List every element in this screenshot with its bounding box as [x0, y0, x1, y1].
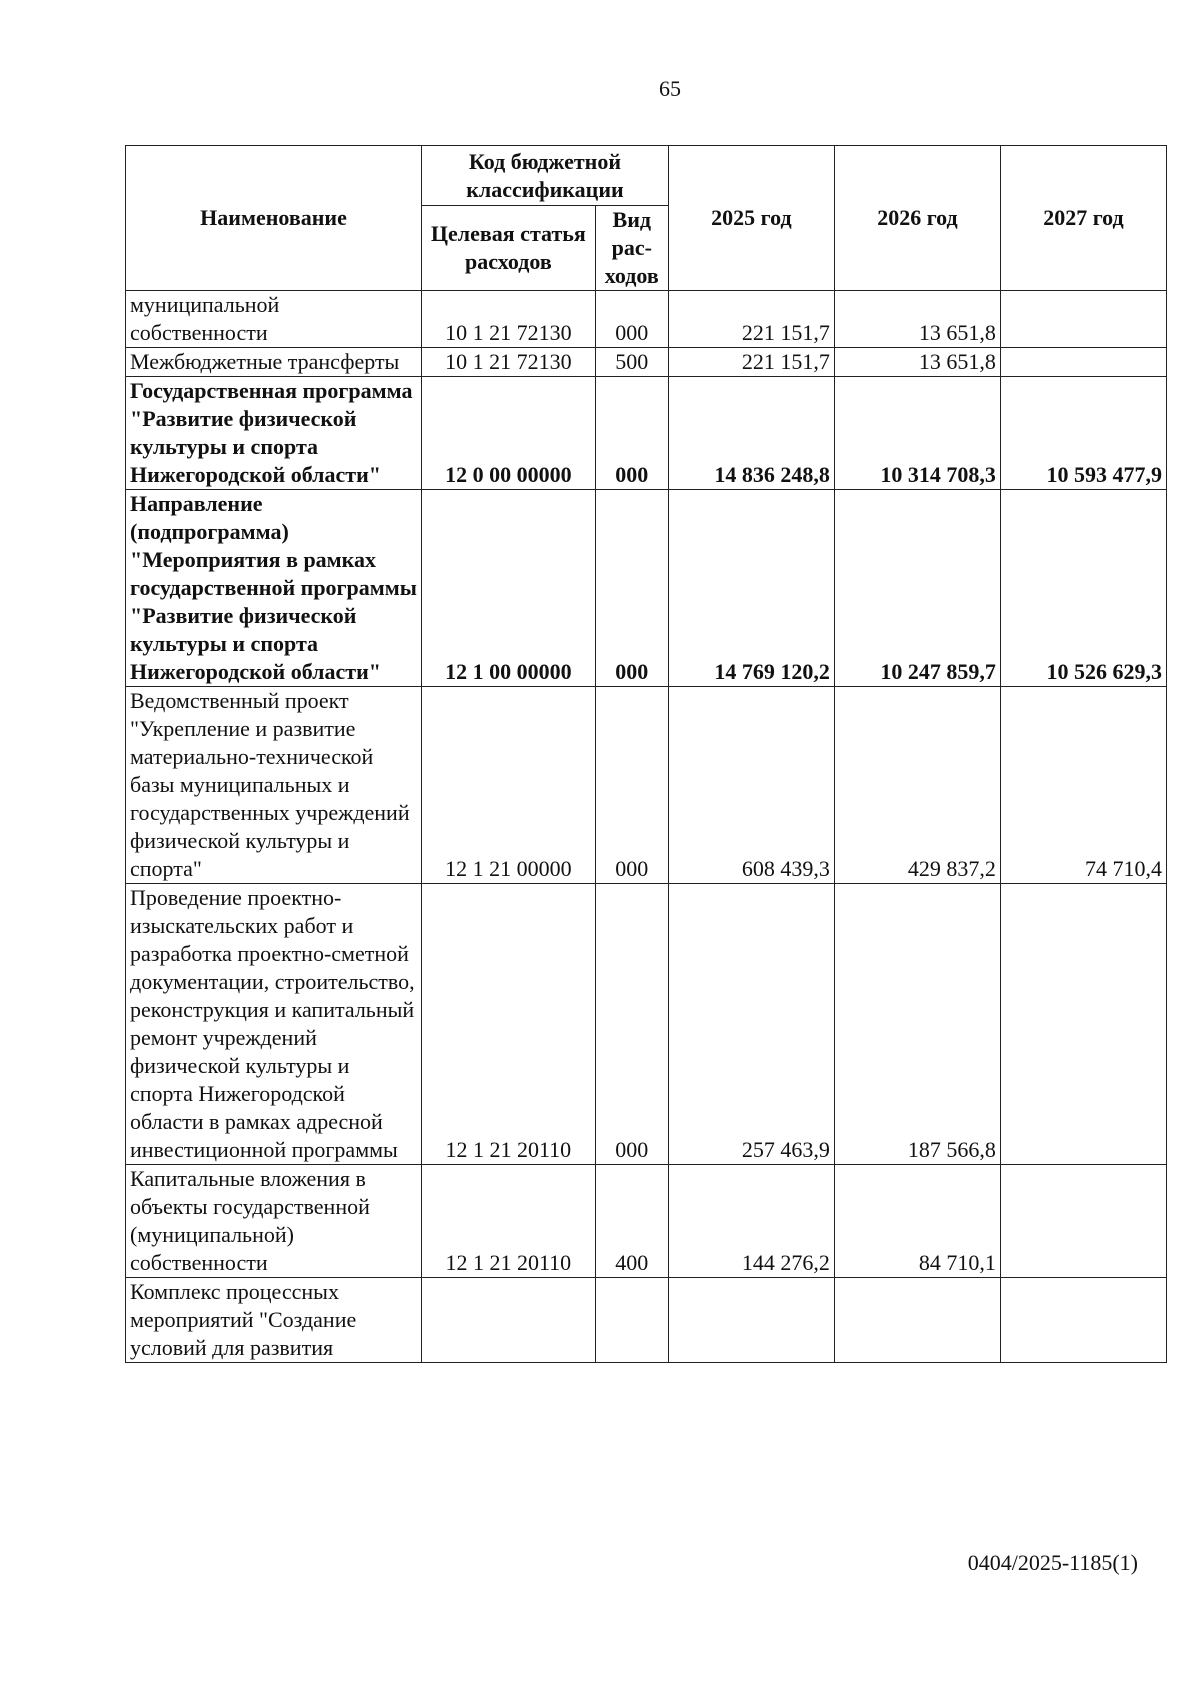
row-2025-value: 144 276,2 — [668, 1165, 834, 1278]
table-row — [126, 348, 1167, 377]
row-2025-value: 221 151,7 — [668, 291, 834, 348]
table-row — [126, 1165, 1167, 1278]
row-2026-value: 13 651,8 — [834, 291, 1000, 348]
row-2027-value — [1000, 348, 1166, 377]
row-2025-value: 608 439,3 — [668, 687, 834, 884]
row-name: муниципальной собственности — [126, 291, 422, 348]
table-row — [126, 291, 1167, 348]
row-kind-code: 000 — [595, 490, 668, 687]
row-2026-value: 10 314 708,3 — [834, 377, 1000, 490]
row-name: Межбюджетные трансферты — [126, 348, 422, 377]
row-2025-value: 221 151,7 — [668, 348, 834, 377]
row-name: Капитальные вложения в объекты государственной (муниципальной) собственности — [126, 1165, 422, 1278]
document-code: 0404/2025-1185(1) — [967, 1550, 1138, 1575]
row-target-code: 12 1 21 00000 — [422, 687, 596, 884]
table-row — [126, 1278, 1167, 1363]
table-row — [126, 377, 1167, 490]
row-2027-value — [1000, 1165, 1166, 1278]
row-2026-value — [834, 1278, 1000, 1363]
row-2026-value: 13 651,8 — [834, 348, 1000, 377]
header-classification: Код бюджетной классификации — [422, 146, 669, 206]
row-kind-code: 000 — [595, 377, 668, 490]
row-2026-value: 84 710,1 — [834, 1165, 1000, 1278]
header-kind: Вид рас-ходов — [595, 206, 668, 291]
budget-table — [125, 145, 1167, 1363]
row-2027-value — [1000, 291, 1166, 348]
row-2025-value — [668, 1278, 834, 1363]
header-target: Целевая статья расходов — [422, 206, 596, 291]
row-name: Государственная программа "Развитие физической культуры и спорта Нижегородской области" — [126, 377, 422, 490]
row-kind-code: 000 — [595, 687, 668, 884]
row-kind-code: 000 — [595, 884, 668, 1165]
table-row — [126, 490, 1167, 687]
row-target-code: 12 1 21 20110 — [422, 884, 596, 1165]
row-kind-code: 400 — [595, 1165, 668, 1278]
row-target-code: 10 1 21 72130 — [422, 291, 596, 348]
table-row — [126, 884, 1167, 1165]
row-kind-code — [595, 1278, 668, 1363]
header-name: Наименование — [126, 146, 422, 291]
row-2025-value: 14 836 248,8 — [668, 377, 834, 490]
row-2026-value: 187 566,8 — [834, 884, 1000, 1165]
row-kind-code: 500 — [595, 348, 668, 377]
row-target-code — [422, 1278, 596, 1363]
row-target-code: 10 1 21 72130 — [422, 348, 596, 377]
row-kind-code: 000 — [595, 291, 668, 348]
row-2026-value: 10 247 859,7 — [834, 490, 1000, 687]
row-name: Ведомственный проект "Укрепление и развитие материально-технической базы муниципальных и государственных учреждений физической культуры и спорта" — [126, 687, 422, 884]
row-target-code: 12 0 00 00000 — [422, 377, 596, 490]
header-2027: 2027 год — [1000, 146, 1166, 291]
row-2027-value: 10 593 477,9 — [1000, 377, 1166, 490]
row-2025-value: 14 769 120,2 — [668, 490, 834, 687]
row-target-code: 12 1 21 20110 — [422, 1165, 596, 1278]
row-target-code: 12 1 00 00000 — [422, 490, 596, 687]
page-number: 65 — [659, 76, 681, 101]
row-name: Проведение проектно-изыскательских работ и разработка проектно-сметной документации, строительство, реконструкция и капитальный ремонт учреждений физической культуры и спорта Нижегородской области в рамках адресной инвестиционной программы — [126, 884, 422, 1165]
row-2026-value: 429 837,2 — [834, 687, 1000, 884]
row-2027-value — [1000, 1278, 1166, 1363]
row-name: Направление (подпрограмма) "Мероприятия в рамках государственной программы "Развитие физической культуры и спорта Нижегородской области" — [126, 490, 422, 687]
header-2026: 2026 год — [834, 146, 1000, 291]
table-row — [126, 687, 1167, 884]
row-2027-value — [1000, 884, 1166, 1165]
row-2025-value: 257 463,9 — [668, 884, 834, 1165]
row-name: Комплекс процессных мероприятий "Создание условий для развития — [126, 1278, 422, 1363]
header-2025: 2025 год — [668, 146, 834, 291]
row-2027-value: 10 526 629,3 — [1000, 490, 1166, 687]
row-2027-value: 74 710,4 — [1000, 687, 1166, 884]
